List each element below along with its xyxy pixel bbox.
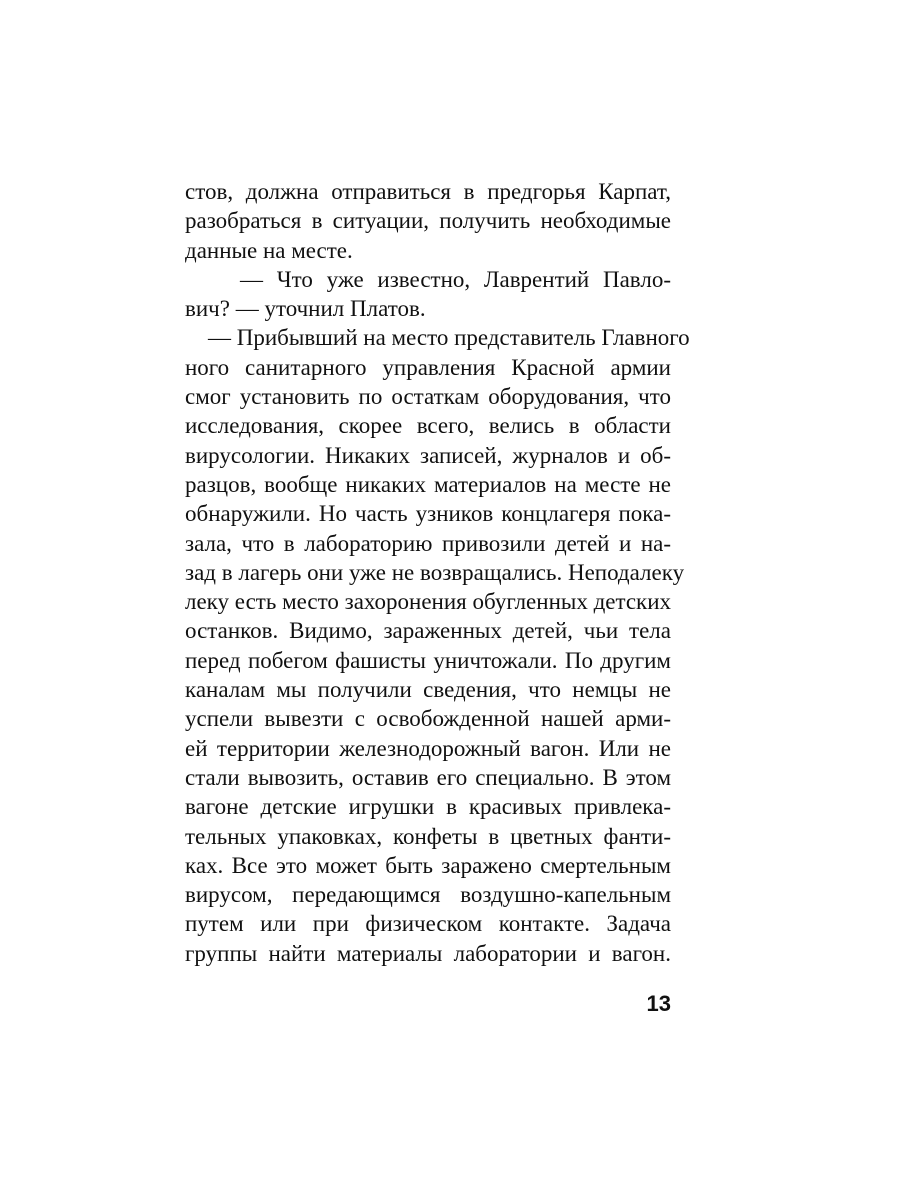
text-line: вирусом, передающимся воздушно-капельным (185, 882, 671, 908)
text-line: останков. Видимо, зараженных детей, чьи тела (185, 618, 671, 644)
text-line: ках. Все это может быть заражено смертельным (185, 852, 671, 878)
text-line: путем или при физическом контакте. Задача (185, 911, 671, 937)
text-line: — Что уже известно, Лаврентий Павло- (185, 266, 671, 292)
text-line: разобраться в ситуации, получить необходимые (185, 208, 671, 234)
text-line: перед побегом фашисты уничтожали. По другим (185, 647, 671, 673)
text-line: исследования, скорее всего, велись в области (185, 413, 671, 439)
text-line: стов, должна отправиться в предгорья Карпат, (185, 179, 671, 204)
text-line: — Прибывший на место представитель Главного (185, 325, 690, 351)
text-line: каналам мы получили сведения, что немцы не (185, 677, 671, 703)
text-line: стали вывозить, оставив его специально. В этом (185, 764, 671, 790)
text-line: ного санитарного управления Красной армии (185, 354, 671, 380)
text-line: леку есть место захоронения обугленных детских (185, 589, 672, 615)
text-line: разцов, вообще никаких материалов на месте не (185, 471, 671, 497)
text-line: данные на месте. (185, 237, 353, 263)
text-line: тельных упаковках, конфеты в цветных фанти- (185, 823, 671, 849)
text-line: ей территории железнодорожный вагон. Или не (185, 735, 671, 761)
text-line: обнаружили. Но часть узников концлагеря пока- (185, 501, 671, 527)
text-line: зала, что в лабораторию привозили детей и на- (185, 530, 671, 556)
text-line: вич? — уточнил Платов. (185, 296, 426, 322)
text-line: успели вывезти с освобожденной нашей арми- (185, 706, 671, 732)
text-line: смог установить по остаткам оборудования, что (185, 384, 671, 410)
page-number: 13 (646, 991, 671, 1016)
body-text (185, 177, 690, 968)
text-line: зад в лагерь они уже не возвращались. Неподалеку (185, 559, 685, 585)
text-line: вирусологии. Никаких записей, журналов и об- (185, 442, 671, 468)
text-line: вагоне детские игрушки в красивых привлека- (185, 794, 671, 820)
text-line: группы найти материалы лаборатории и вагон. (185, 940, 671, 966)
